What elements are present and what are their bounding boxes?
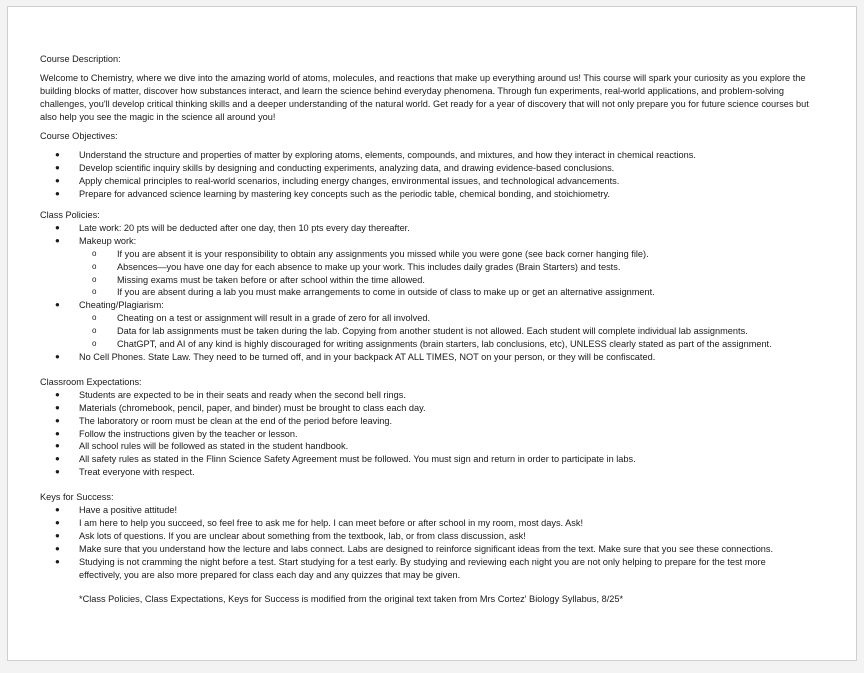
expectations-list bbox=[40, 389, 820, 479]
list-item bbox=[40, 235, 820, 248]
bullet-icon: ● bbox=[55, 505, 60, 515]
bullet-icon: ● bbox=[55, 441, 60, 451]
list-item: ● Students are expected to be in their seats and ready when the second bell rings. bbox=[55, 389, 406, 400]
list-item bbox=[40, 351, 820, 364]
list-item: ● Materials (chromebook, pencil, paper, and binder) must be brought to class each day. bbox=[55, 402, 426, 413]
circle-bullet-icon: o bbox=[92, 287, 97, 297]
bullet-icon: ● bbox=[55, 222, 60, 232]
bullet-icon: ● bbox=[55, 300, 60, 310]
list-item bbox=[40, 299, 820, 312]
bullet-icon: ● bbox=[55, 189, 60, 199]
circle-bullet-icon: o bbox=[92, 261, 97, 271]
bullet-icon: ● bbox=[55, 415, 60, 425]
list-item: ● All safety rules as stated in the Flinn Science Safety Agreement must be followed. You must sign and return in order to participate in labs. bbox=[55, 454, 636, 465]
bullet-icon: ● bbox=[55, 530, 60, 540]
list-item: ● Ask lots of questions. If you are unclear about something from the textbook, lab, or from class discussion, ask! bbox=[55, 530, 526, 541]
circle-bullet-icon: o bbox=[92, 313, 97, 323]
cheating-list bbox=[40, 312, 820, 351]
sub-list-item: o Data for lab assignments must be taken during the lab. Copying from another student is not allowed. Each student will complete individual lab assignments. bbox=[92, 326, 748, 337]
bullet-icon: ● bbox=[55, 428, 60, 438]
bullet-icon: ● bbox=[55, 402, 60, 412]
list-item: ● I am here to help you succeed, so feel free to ask me for help. I can meet before or after school in my room, most days. Ask! bbox=[55, 517, 584, 528]
bullet-icon: ● bbox=[55, 235, 60, 245]
bullet-icon: ● bbox=[55, 150, 60, 160]
course-description-heading: Course Description: bbox=[40, 54, 121, 64]
sub-list-item: o Cheating on a test or assignment will result in a grade of zero for all involved. bbox=[92, 313, 431, 324]
list-item: ● Prepare for advanced science learning by mastering key concepts such as the periodic table, chemical bonding, and stoichiometry. bbox=[55, 189, 610, 200]
bullet-icon: ● bbox=[55, 517, 60, 527]
sub-list-item: o Missing exams must be taken before or after school within the time allowed. bbox=[92, 274, 425, 285]
late-work-policy: Late work: 20 pts will be deducted after one day, then 10 pts every day thereafter. bbox=[79, 222, 410, 233]
circle-bullet-icon: o bbox=[92, 274, 97, 284]
sub-list-item: o Absences—you have one day for each absence to make up your work. This includes daily grades (Brain Starters) and tests. bbox=[92, 261, 621, 272]
list-item: ● Treat everyone with respect. bbox=[55, 467, 195, 478]
circle-bullet-icon: o bbox=[92, 326, 97, 336]
sub-list-item: o If you are absent during a lab you must make arrangements to come in outside of class to make up or get an alternative assignment. bbox=[92, 287, 655, 298]
cheating-label: Cheating/Plagiarism: bbox=[79, 300, 164, 311]
document-page bbox=[7, 6, 857, 661]
keys-for-success-heading: Keys for Success: bbox=[40, 492, 114, 503]
footnote: *Class Policies, Class Expectations, Keys for Success is modified from the original text taken from Mrs Cortez' Biology Syllabus, 8/25* bbox=[79, 594, 624, 605]
bullet-icon: ● bbox=[55, 389, 60, 399]
list-item: ● Develop scientific inquiry skills by designing and conducting experiments, analyzing data, and drawing evidence-based conclusions. bbox=[55, 163, 615, 174]
policies-list bbox=[40, 222, 820, 248]
keys-list bbox=[40, 504, 820, 581]
bullet-icon: ● bbox=[55, 163, 60, 173]
list-item: ● The laboratory or room must be clean at the end of the period before leaving. bbox=[55, 415, 393, 426]
makeup-work-list bbox=[40, 248, 820, 300]
list-item: ● Studying is not cramming the night before a test. Start studying for a test early. By studying and reviewing each night you are not only helping to prepare for the test more effectively, you are also more prepared for class each day and any quizzes that may be given. bbox=[55, 556, 766, 580]
cheating-policy-list bbox=[40, 299, 820, 312]
list-item: ● All school rules will be followed as stated in the student handbook. bbox=[55, 441, 349, 452]
circle-bullet-icon: o bbox=[92, 339, 97, 349]
bullet-icon: ● bbox=[55, 556, 60, 566]
list-item: ● Have a positive attitude! bbox=[55, 505, 178, 516]
list-item: ● Make sure that you understand how the lecture and labs connect. Labs are designed to reinforce significant ideas from the text. Make sure that you see these connections. bbox=[55, 543, 774, 554]
sub-list-item: o ChatGPT, and AI of any kind is highly discouraged for writing assignments (brain starters, lab conclusions, etc), UNLESS clearly stated as part of the assignment. bbox=[92, 339, 772, 350]
bullet-icon: ● bbox=[55, 454, 60, 464]
bullet-icon: ● bbox=[55, 467, 60, 477]
course-objectives-heading: Course Objectives: bbox=[40, 130, 118, 141]
list-item: ● Understand the structure and properties of matter by exploring atoms, elements, compounds, and mixtures, and how they interact in chemical reactions. bbox=[55, 150, 696, 161]
cell-phone-policy-list bbox=[40, 351, 820, 364]
sub-list-item: o If you are absent it is your responsibility to obtain any assignments you missed while you were gone (see back corner hanging file). bbox=[92, 248, 649, 259]
makeup-work-label: Makeup work: bbox=[79, 235, 137, 246]
list-item: ● Follow the instructions given by the teacher or lesson. bbox=[55, 428, 298, 439]
cell-phone-policy: No Cell Phones. State Law. They need to be turned off, and in your backpack AT ALL TIMES, NOT on your person, or they will be confiscated. bbox=[79, 351, 656, 362]
list-item: ● Apply chemical principles to real-world scenarios, including energy changes, environmental issues, and technological advancements. bbox=[55, 176, 620, 187]
list-item bbox=[40, 222, 820, 235]
class-policies-heading: Class Policies: bbox=[40, 210, 100, 221]
objectives-list bbox=[40, 149, 820, 201]
bullet-icon: ● bbox=[55, 176, 60, 186]
document-content bbox=[40, 53, 820, 606]
bullet-icon: ● bbox=[55, 351, 60, 361]
bullet-icon: ● bbox=[55, 543, 60, 553]
classroom-expectations-heading: Classroom Expectations: bbox=[40, 376, 142, 387]
circle-bullet-icon: o bbox=[92, 248, 97, 258]
course-description-text: Welcome to Chemistry, where we dive into the amazing world of atoms, molecules, and reactions that make up everything around us! This course will spark your curiosity as you explore the building blocks of matter, discover how substances interact, and learn the science behind everyday phenomena. Through fun experiments, real-world applications, and problem-solving challenges, you'll develop critical thinking skills and a deeper understanding of the natural world. Get ready for a year of discovery that will not only prepare you for future science courses but also help you see the magic in the science all around you! bbox=[40, 72, 809, 122]
